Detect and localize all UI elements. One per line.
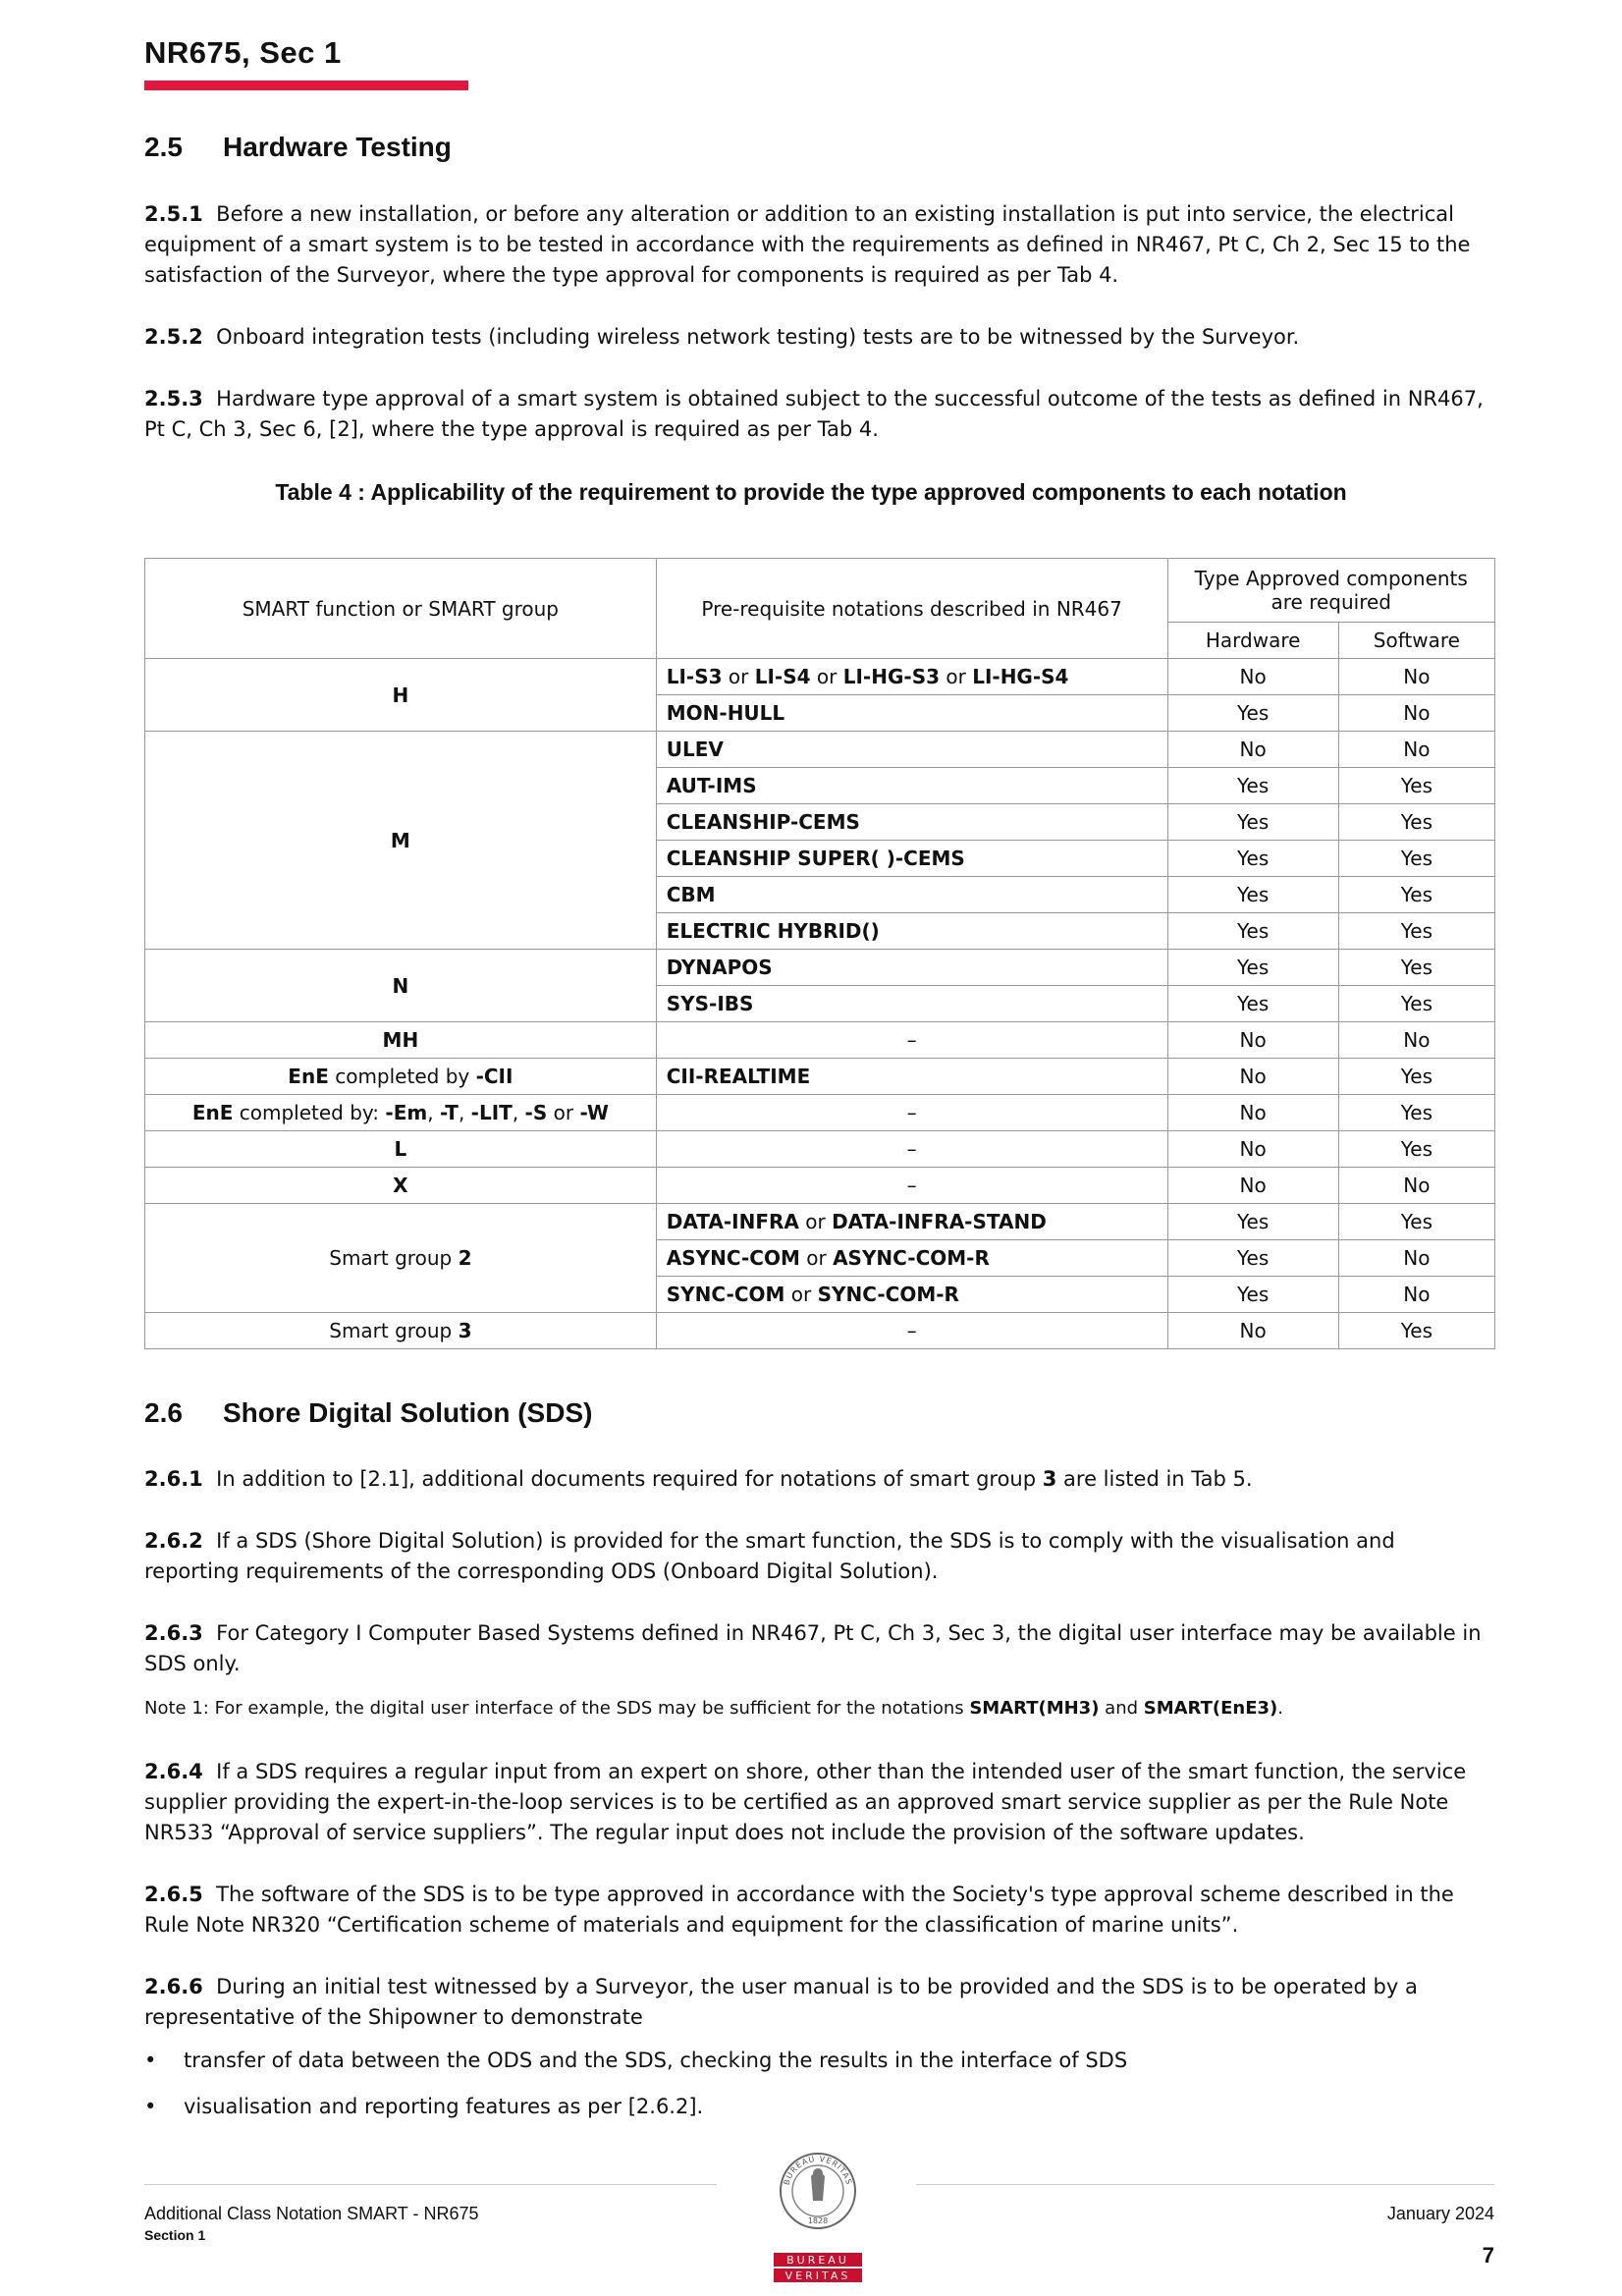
software-cell: Yes bbox=[1338, 768, 1494, 804]
hardware-cell: Yes bbox=[1167, 1277, 1338, 1313]
hardware-cell: Yes bbox=[1167, 695, 1338, 732]
group-cell: Smart group 3 bbox=[145, 1313, 657, 1349]
software-cell: No bbox=[1338, 732, 1494, 768]
hardware-cell: No bbox=[1167, 732, 1338, 768]
notation-cell bbox=[656, 768, 1167, 804]
hardware-cell: No bbox=[1167, 1168, 1338, 1204]
group-cell: N bbox=[145, 950, 657, 1022]
hardware-cell: No bbox=[1167, 659, 1338, 695]
paragraph-2-6-4 bbox=[144, 1757, 1494, 1848]
paragraph-number: 2.5.2 bbox=[144, 325, 203, 349]
hardware-cell: No bbox=[1167, 1095, 1338, 1131]
notation-cell bbox=[656, 986, 1167, 1022]
notation-part: CBM bbox=[666, 883, 716, 906]
paragraph-2-6-3 bbox=[144, 1618, 1494, 1679]
hardware-cell: Yes bbox=[1167, 804, 1338, 841]
notation-part: or bbox=[784, 1283, 818, 1306]
paragraph-2-5-1 bbox=[144, 199, 1494, 291]
notation-part: DATA-INFRA-STAND bbox=[832, 1210, 1047, 1233]
table-row bbox=[145, 659, 1495, 695]
section-title: Shore Digital Solution (SDS) bbox=[223, 1397, 593, 1428]
notation-cell bbox=[656, 732, 1167, 768]
group-cell: M bbox=[145, 732, 657, 950]
hardware-cell: Yes bbox=[1167, 950, 1338, 986]
notation-cell bbox=[656, 1095, 1167, 1131]
paragraph-text: During an initial test witnessed by a Surveyor, the user manual is to be provided and the SDS is to be operated by a representative of the Shipowner to demonstrate bbox=[144, 1975, 1418, 2029]
notation-part: – bbox=[906, 1101, 917, 1124]
notation-part: – bbox=[906, 1028, 917, 1052]
table-row bbox=[145, 1131, 1495, 1168]
software-cell: Yes bbox=[1338, 1059, 1494, 1095]
notation-part: CII-REALTIME bbox=[666, 1065, 811, 1088]
group-cell: L bbox=[145, 1131, 657, 1168]
paragraph-number: 2.6.6 bbox=[144, 1975, 203, 1998]
notation-part: AUT-IMS bbox=[666, 774, 757, 797]
group-cell: X bbox=[145, 1168, 657, 1204]
paragraph-2-6-2 bbox=[144, 1526, 1494, 1587]
logo-arc-text: BUREAU VERITAS bbox=[782, 2154, 854, 2187]
bullet-icon: • bbox=[144, 2095, 157, 2118]
paragraph-text: The software of the SDS is to be type approved in accordance with the Society's type approval scheme described in the Rule Note NR320 “Certification scheme of materials and equipment for the classification of marine units”. bbox=[144, 1883, 1454, 1937]
paragraph-text: If a SDS requires a regular input from an expert on shore, other than the intended user of the smart function, the service supplier providing the expert-in-the-loop services is to be certified as an approved smart service supplier as per the Rule Note NR533 “Approval of service suppliers”. The regular input does not include the provision of the software updates. bbox=[144, 1760, 1467, 1844]
notation-cell bbox=[656, 950, 1167, 986]
hardware-cell: Yes bbox=[1167, 841, 1338, 877]
logo-word-1: BUREAU bbox=[786, 2254, 849, 2267]
notation-cell bbox=[656, 1059, 1167, 1095]
paragraph-number: 2.5.1 bbox=[144, 202, 203, 226]
footer-divider-right bbox=[916, 2184, 1494, 2185]
paragraph-text: Before a new installation, or before any alteration or addition to an existing installation is put into service, the electrical equipment of a smart system is to be tested in accordance with the requirements as defined in NR467, Pt C, Ch 2, Sec 15 to the satisfaction of the Surveyor, where the type approval for components is required as per Tab 4. bbox=[144, 202, 1471, 287]
header-smart-function: SMART function or SMART group bbox=[145, 559, 657, 659]
notation-part: or bbox=[798, 1210, 833, 1233]
notation-cell bbox=[656, 1204, 1167, 1240]
logo-word-2: VERITAS bbox=[784, 2269, 851, 2282]
paragraph-2-6-1: 2.6.1 In addition to [2.1], additional documents required for notations of smart group 3 are listed in Tab 5. bbox=[144, 1467, 1253, 1491]
notation-cell bbox=[656, 913, 1167, 950]
paragraph-number: 2.5.3 bbox=[144, 387, 203, 410]
hardware-cell: No bbox=[1167, 1059, 1338, 1095]
software-cell: No bbox=[1338, 1168, 1494, 1204]
software-cell: No bbox=[1338, 1022, 1494, 1059]
notation-cell bbox=[656, 1022, 1167, 1059]
section-heading-2-5 bbox=[144, 132, 452, 163]
notation-cell bbox=[656, 695, 1167, 732]
notation-part: CLEANSHIP-CEMS bbox=[666, 810, 860, 834]
hardware-cell: Yes bbox=[1167, 986, 1338, 1022]
page-number: 7 bbox=[1482, 2243, 1494, 2268]
notation-part: or bbox=[810, 665, 843, 688]
hardware-cell: No bbox=[1167, 1131, 1338, 1168]
hardware-cell: Yes bbox=[1167, 1240, 1338, 1277]
notation-part: or bbox=[799, 1246, 834, 1270]
footer-document-title: Additional Class Notation SMART - NR675 bbox=[144, 2204, 479, 2223]
notation-part: ELECTRIC HYBRID() bbox=[666, 919, 880, 943]
paragraph-number: 2.6.3 bbox=[144, 1621, 203, 1645]
section-number: 2.5 bbox=[144, 132, 183, 162]
notation-cell bbox=[656, 877, 1167, 913]
header-title: NR675, Sec 1 bbox=[144, 35, 342, 70]
notation-part: DATA-INFRA bbox=[666, 1210, 799, 1233]
software-cell: Yes bbox=[1338, 841, 1494, 877]
table-caption: Table 4 : Applicability of the requirement to provide the type approved components to each notation bbox=[275, 479, 1347, 505]
logo-year: 1828 bbox=[807, 2216, 829, 2225]
notation-cell bbox=[656, 804, 1167, 841]
software-cell: Yes bbox=[1338, 1204, 1494, 1240]
table-row bbox=[145, 950, 1495, 986]
software-cell: Yes bbox=[1338, 1095, 1494, 1131]
bureau-veritas-logo-icon bbox=[772, 2147, 864, 2284]
notation-part: CLEANSHIP SUPER( )-CEMS bbox=[666, 847, 965, 870]
table-row bbox=[145, 1022, 1495, 1059]
paragraph-text: Onboard integration tests (including wireless network testing) tests are to be witnessed by the Surveyor. bbox=[216, 325, 1300, 349]
header-prerequisite: Pre-requisite notations described in NR467 bbox=[656, 559, 1167, 659]
group-cell: MH bbox=[145, 1022, 657, 1059]
paragraph-number: 2.6.1 bbox=[144, 1467, 203, 1491]
bullet-icon: • bbox=[144, 2049, 157, 2072]
paragraph-2-5-3 bbox=[144, 384, 1494, 445]
section-number: 2.6 bbox=[144, 1397, 183, 1428]
table-row bbox=[145, 1313, 1495, 1349]
software-cell: No bbox=[1338, 1277, 1494, 1313]
notation-part: SYS-IBS bbox=[666, 992, 754, 1015]
notation-part: MON-HULL bbox=[666, 701, 785, 725]
table-row bbox=[145, 1095, 1495, 1131]
header-accent-bar bbox=[144, 81, 468, 90]
notation-table bbox=[144, 558, 1495, 1349]
notation-cell bbox=[656, 1277, 1167, 1313]
table-row bbox=[145, 1059, 1495, 1095]
notation-part: SYNC-COM-R bbox=[817, 1283, 959, 1306]
note-1: Note 1: For example, the digital user interface of the SDS may be sufficient for the notations SMART(MH3) and SMART(EnE3). bbox=[144, 1698, 1284, 1719]
paragraph-number: 2.6.4 bbox=[144, 1760, 203, 1783]
notation-part: LI-S3 bbox=[666, 665, 723, 688]
notation-cell bbox=[656, 1168, 1167, 1204]
paragraph-2-5-2 bbox=[144, 322, 1494, 353]
section-heading-2-6 bbox=[144, 1397, 592, 1429]
notation-cell bbox=[656, 841, 1167, 877]
table-header-row bbox=[145, 559, 1495, 623]
software-cell: Yes bbox=[1338, 1313, 1494, 1349]
notation-part: – bbox=[906, 1137, 917, 1161]
software-cell: Yes bbox=[1338, 1131, 1494, 1168]
hardware-cell: Yes bbox=[1167, 1204, 1338, 1240]
notation-part: ASYNC-COM-R bbox=[833, 1246, 990, 1270]
hardware-cell: No bbox=[1167, 1313, 1338, 1349]
software-cell: Yes bbox=[1338, 877, 1494, 913]
bullet-item: • visualisation and reporting features as per [2.6.2]. bbox=[144, 2092, 1494, 2122]
header-software: Software bbox=[1338, 623, 1494, 659]
software-cell: Yes bbox=[1338, 913, 1494, 950]
hardware-cell: Yes bbox=[1167, 768, 1338, 804]
paragraph-number: 2.6.2 bbox=[144, 1529, 203, 1553]
hardware-cell: Yes bbox=[1167, 913, 1338, 950]
bullet-item: • transfer of data between the ODS and the SDS, checking the results in the interface of SDS bbox=[144, 2046, 1494, 2076]
notation-part: SYNC-COM bbox=[666, 1283, 785, 1306]
software-cell: No bbox=[1338, 1240, 1494, 1277]
notation-part: – bbox=[906, 1174, 917, 1197]
notation-part: or bbox=[722, 665, 755, 688]
software-cell: Yes bbox=[1338, 986, 1494, 1022]
table-row bbox=[145, 1168, 1495, 1204]
paragraph-text: For Category I Computer Based Systems defined in NR467, Pt C, Ch 3, Sec 3, the digital user interface may be available in SDS only. bbox=[144, 1621, 1482, 1675]
software-cell: No bbox=[1338, 659, 1494, 695]
hardware-cell: No bbox=[1167, 1022, 1338, 1059]
notation-part: or bbox=[940, 665, 973, 688]
group-cell: EnE completed by -CII bbox=[145, 1059, 657, 1095]
paragraph-2-6-6 bbox=[144, 1972, 1494, 2033]
notation-cell bbox=[656, 1240, 1167, 1277]
notation-cell bbox=[656, 1131, 1167, 1168]
group-cell: EnE completed by: -Em, -T, -LIT, -S or -W bbox=[145, 1095, 657, 1131]
table-row bbox=[145, 1204, 1495, 1240]
notation-part: ASYNC-COM bbox=[666, 1246, 800, 1270]
paragraph-number: 2.6.5 bbox=[144, 1883, 203, 1906]
footer-date: January 2024 bbox=[1386, 2204, 1494, 2223]
paragraph-text: Hardware type approval of a smart system is obtained subject to the successful outcome of the tests as defined in NR467, Pt C, Ch 3, Sec 6, [2], where the type approval is required as per Tab 4. bbox=[144, 387, 1484, 441]
group-cell: H bbox=[145, 659, 657, 732]
notation-part: LI-HG-S3 bbox=[842, 665, 941, 688]
section-title: Hardware Testing bbox=[223, 132, 452, 162]
notation-part: DYNAPOS bbox=[666, 956, 773, 979]
paragraph-2-6-5 bbox=[144, 1880, 1494, 1941]
software-cell: No bbox=[1338, 695, 1494, 732]
notation-cell bbox=[656, 1313, 1167, 1349]
notation-part: LI-S4 bbox=[754, 665, 811, 688]
notation-part: LI-HG-S4 bbox=[972, 665, 1069, 688]
footer-section: Section 1 bbox=[144, 2227, 206, 2243]
table-row bbox=[145, 732, 1495, 768]
header-type-approved: Type Approved components are required bbox=[1167, 559, 1495, 623]
notation-part: ULEV bbox=[666, 738, 724, 761]
software-cell: Yes bbox=[1338, 804, 1494, 841]
notation-part: – bbox=[906, 1319, 917, 1342]
notation-cell bbox=[656, 659, 1167, 695]
header-hardware: Hardware bbox=[1167, 623, 1338, 659]
footer-divider-left bbox=[144, 2184, 717, 2185]
paragraph-text: If a SDS (Shore Digital Solution) is provided for the smart function, the SDS is to comply with the visualisation and reporting requirements of the corresponding ODS (Onboard Digital Solution). bbox=[144, 1529, 1395, 1583]
group-cell: Smart group 2 bbox=[145, 1204, 657, 1313]
software-cell: Yes bbox=[1338, 950, 1494, 986]
hardware-cell: Yes bbox=[1167, 877, 1338, 913]
